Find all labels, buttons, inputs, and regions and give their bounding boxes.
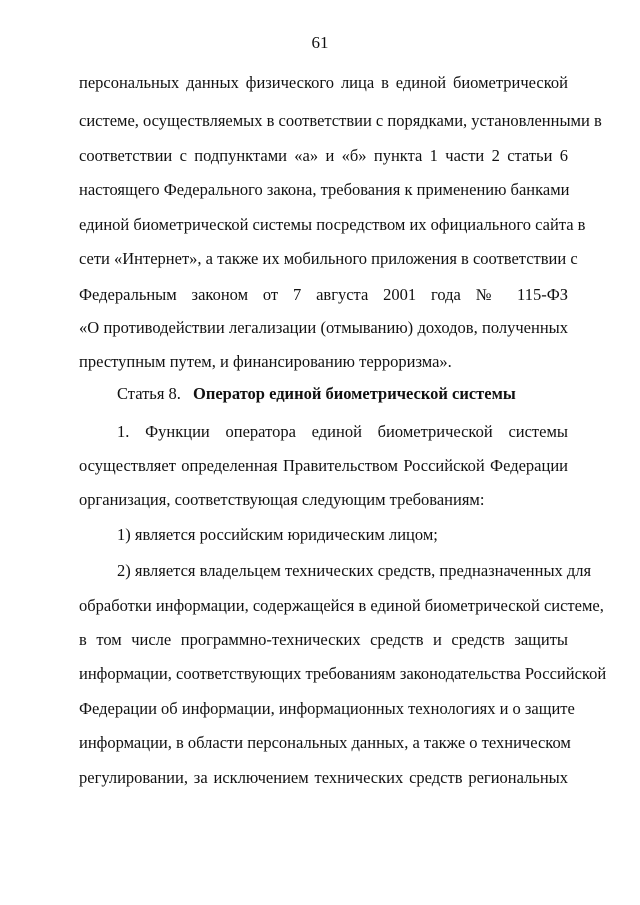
list-item-line: обработки информации, содержащейся в единой биометрической системе,	[79, 596, 604, 615]
paragraph-line: системе, осуществляемых в соответствии с порядками, установленными в	[79, 111, 602, 130]
paragraph-line: «О противодействии легализации (отмыванию) доходов, полученных	[79, 318, 568, 337]
list-item-line: информации, соответствующих требованиям законодательства Российской	[79, 664, 607, 683]
paragraph-line: осуществляет определенная Правительством Российской Федерации	[79, 456, 568, 475]
list-item-line: регулировании, за исключением технических средств региональных	[79, 768, 568, 787]
list-item-line: информации, в области персональных данных, а также о техническом	[79, 733, 571, 752]
paragraph-line: настоящего Федерального закона, требования к применению банками	[79, 180, 570, 199]
list-item-line: в том числе программно-технических средств и средств защиты	[79, 630, 568, 649]
page-number: 61	[311, 33, 329, 52]
paragraph-line: персональных данных физического лица в единой биометрической	[79, 73, 568, 92]
article-label: Статья 8.	[117, 384, 181, 403]
paragraph-line: организация, соответствующая следующим требованиям:	[79, 490, 485, 509]
paragraph-line: единой биометрической системы посредством их официального сайта в	[79, 215, 586, 234]
list-item-line: Федерации об информации, информационных технологиях и о защите	[79, 699, 575, 718]
paragraph-line: Федеральным законом от 7 августа 2001 года № 115-ФЗ	[79, 285, 568, 304]
paragraph-line: преступным путем, и финансированию терроризма».	[79, 352, 452, 371]
paragraph-line: соответствии с подпунктами «а» и «б» пункта 1 части 2 статьи 6	[79, 146, 568, 165]
list-item: 1) является российским юридическим лицом;	[117, 525, 438, 544]
paragraph-line: сети «Интернет», а также их мобильного приложения в соответствии с	[79, 249, 578, 268]
paragraph-line: 1. Функции оператора единой биометрической системы	[117, 422, 568, 441]
article-title: Оператор единой биометрической системы	[193, 384, 516, 403]
list-item-line: 2) является владельцем технических средств, предназначенных для	[117, 561, 592, 580]
